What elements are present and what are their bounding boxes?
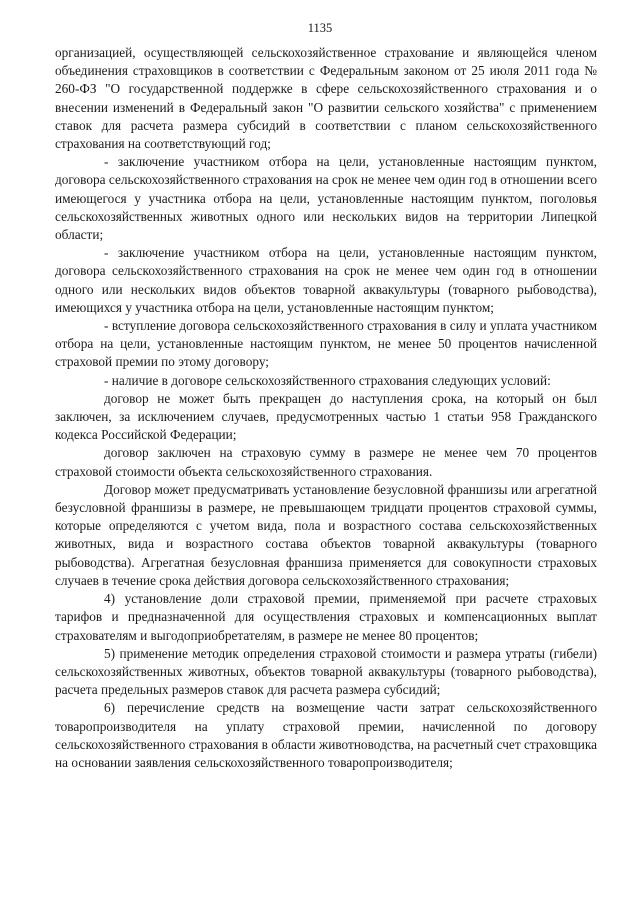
paragraph-insurer-continuation: организацией, осуществляющей сельскохозяйственное страхование и являющейся членом объединения страховщиков в соответствии с Федеральным законом от 25 июля 2011 года № 260-ФЗ "О государственной поддержке в сфере сельскохозяйственного страхования и о внесении изменений в Федеральный закон "О развитии сельского хозяйства" с применением ставок для расчета размера субсидий в соответствии с планом сельскохозяйственного страхования на соответствующий год; [55, 45, 597, 152]
page-number: 1135 [307, 21, 333, 35]
paragraph-item-5: 5) применение методик определения страховой стоимости и размера утраты (гибели) сельскохозяйственных животных, объектов товарной аквакультуры (товарного рыбоводства), расчета предельных размеров ставок для расчета размера субсидий; [55, 645, 597, 698]
paragraph-contract-conditions: - наличие в договоре сельскохозяйственного страхования следующих условий: [104, 372, 551, 388]
paragraph-aquaculture-contract: - заключение участником отбора на цели, установленные настоящим пунктом, договора сельскохозяйственного страхования на срок не менее чем один год в отношении одного или нескольких видов объектов товарной аквакультуры (товарного рыбоводства), имеющихся у участника отбора на цели, установленные настоящим пунктом; [55, 245, 597, 315]
paragraph-franchise: Договор может предусматривать установление безусловной франшизы или агрегатной безусловной франшизы в размере, не превышающем тридцати процентов страховой суммы, которые определяются с учетом вида, пола и возрастного состава сельскохозяйственных животных, вида и возрастного состава объектов товарной аквакультуры (товарного рыбоводства). Агрегатная безусловная франшиза применяется для совокупности страховых случаев в течение срока действия договора сельскохозяйственного страхования; [55, 481, 597, 588]
paragraph-item-4: 4) установление доли страховой премии, применяемой при расчете страховых тарифов и предназначенной для осуществления страховых и компенсационных выплат страхователям и выгодоприобретателям, в размере не менее 80 процентов; [55, 591, 597, 643]
paragraph-condition-termination: договор не может быть прекращен до наступления срока, на который он был заключен, за исключением случаев, предусмотренных частью 1 статьи 958 Гражданского кодекса Российской Федерации; [55, 390, 597, 443]
paragraph-condition-insured-sum: договор заключен на страховую сумму в размере не менее чем 70 процентов страховой стоимости объекта сельскохозяйственного страхования. [55, 445, 597, 479]
paragraph-contract-entry-into-force: - вступление договора сельскохозяйственного страхования в силу и уплата участником отбора на цели, установленные настоящим пунктом, не менее 50 процентов начисленной страховой премии по этому договору; [55, 318, 597, 370]
paragraph-livestock-contract: - заключение участником отбора на цели, установленные настоящим пунктом, договора сельскохозяйственного страхования на срок не менее чем один год в отношении всего имеющегося у участника отбора на цели, установленные настоящим пунктом, поголовья сельскохозяйственных животных одного или нескольких видов на территории Липецкой области; [55, 154, 597, 243]
document-body [55, 44, 597, 772]
paragraph-item-6: 6) перечисление средств на возмещение части затрат сельскохозяйственного товаропроизводителя на уплату страховой премии, начисленной по договору сельскохозяйственного страхования в области животноводства, на расчетный счет страховщика на основании заявления сельскохозяйственного товаропроизводителя; [55, 700, 597, 770]
